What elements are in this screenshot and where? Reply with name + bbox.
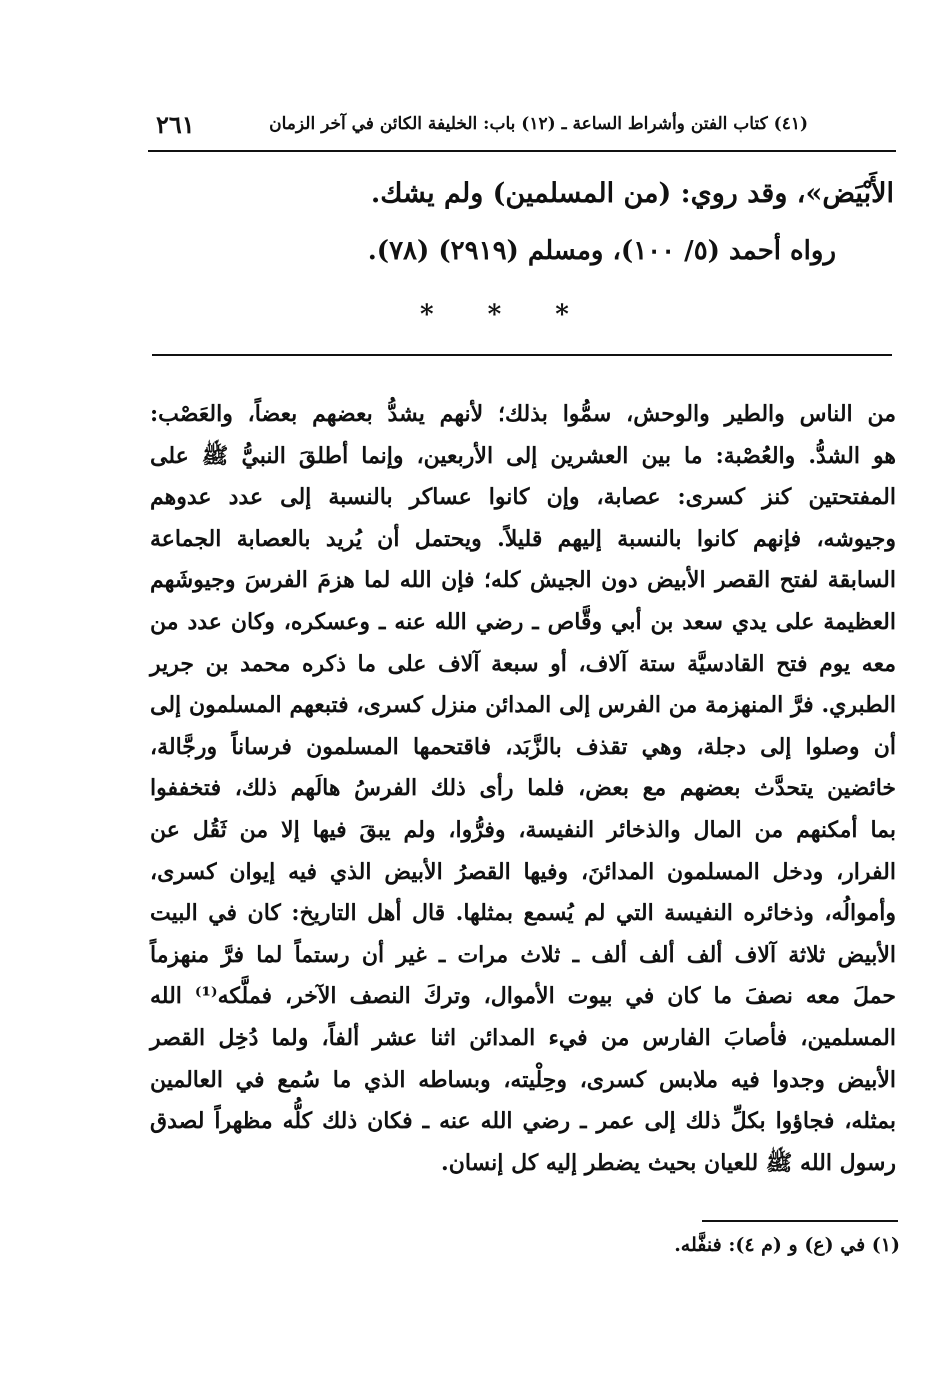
section-rule	[152, 354, 892, 356]
body-line: المفتحتين كنز كسرى: عصابة، وإن كانوا عساكر بالنسبة إلى عدد عدوهم	[150, 484, 896, 511]
body-line: الطبري. فرَّ المنهزمة من الفرس إلى المدائن منزل كسرى، فتبعهم المسلمون إلى	[150, 692, 896, 719]
body-line: الأبيض وجدوا فيه ملابس كسرى، وحِلْيته، وبساطه الذي ما سُمع في العالمين	[150, 1066, 896, 1093]
body-line: المسلمين، فأصابَ الفارس من فيء المدائن اثنا عشر ألفاً، ولما دُخِل القصر	[150, 1024, 896, 1051]
body-line: الفرار، ودخل المسلمون المدائنَ، وفيها القصرُ الأبيض الذي فيه إيوان كسرى،	[150, 858, 896, 885]
footnote: (١) في (ع) و (م ٤): فنفَّله.	[674, 1234, 900, 1256]
section-separator: ***	[420, 300, 623, 330]
body-line: بما أمكنهم من المال والذخائر النفيسة، وفرُّوا، ولم يبقَ فيها إلا من ثَقُل عن	[150, 816, 896, 843]
body-line: وجيوشه، فإنهم كانوا بالنسبة إليهم قليلاً. ويحتمل أن يُريد بالعصابة الجماعة	[150, 525, 896, 552]
running-title: (٤١) كتاب الفتن وأشراط الساعة ـ (١٢) باب: الخليفة الكائن في آخر الزمان	[269, 114, 808, 134]
lead-line-1: الأَبْيَض»، وقد روي: (من المسلمين) ولم يشك.	[370, 178, 894, 209]
body-line: الأبيض ثلاثة آلاف ألف ألف ألف ـ ثلاث مرات ـ غير أن رستماً لما فرَّ منهزماً	[150, 941, 896, 968]
lead-line-2: رواه أحمد (٥/ ١٠٠)، ومسلم (٢٩١٩) (٧٨).	[367, 236, 836, 266]
body-line: خائضين يتحدَّث بعضهم مع بعض، فلما رأى ذلك الفرسُ هالَهم ذلك، فتخففوا	[150, 775, 896, 802]
page-number: ٢٦١	[156, 110, 195, 139]
body-line: السابقة لفتح القصر الأبيض دون الجيش كله؛ فإن الله لما هزمَ الفرسَ وجيوشَهم	[150, 567, 896, 594]
body-line: وأموالُه، وذخائره النفيسة التي لم يُسمع بمثلها. قال أهل التاريخ: كان في البيت	[150, 900, 896, 927]
header-rule	[148, 150, 896, 152]
body-line: أن وصلوا إلى دجلة، وهي تقذف بالزَّبَد، فاقتحمها المسلمون فرساناً ورجَّالة،	[150, 733, 896, 760]
body-line: حملَ معه نصفَ ما كان في بيوت الأموال، وتركَ النصف الآخر، فملَّكه⁽¹⁾ الله	[150, 983, 896, 1010]
commentary-body	[150, 394, 896, 1184]
body-line: من الناس والطير والوحش، سمُّوا بذلك؛ لأنهم يشدُّ بعضهم بعضاً، والعَصْب:	[150, 401, 896, 427]
body-line: العظيمة على يدي سعد بن أبي وقَّاص ـ رضي الله عنه ـ وعسكره، وكان عدد من	[150, 608, 896, 635]
body-line: هو الشدُّ. والعُصْبة: ما بين العشرين إلى الأربعين، وإنما أطلقَ النبيُّ ﷺ على	[150, 442, 896, 469]
running-header	[148, 112, 896, 148]
body-line: بمثله، فجاؤوا بكلِّ ذلك إلى عمر ـ رضي الله عنه ـ فكان ذلك كلُّه مظهراً لصدق	[150, 1108, 896, 1135]
body-line: رسول الله ﷺ للعيان بحيث يضطر إليه كل إنسان.	[441, 1149, 896, 1176]
footnote-rule	[702, 1220, 898, 1222]
body-line: معه يوم فتح القادسيَّة ستة آلاف، أو سبعة آلاف على ما ذكره محمد بن جرير	[150, 650, 896, 677]
